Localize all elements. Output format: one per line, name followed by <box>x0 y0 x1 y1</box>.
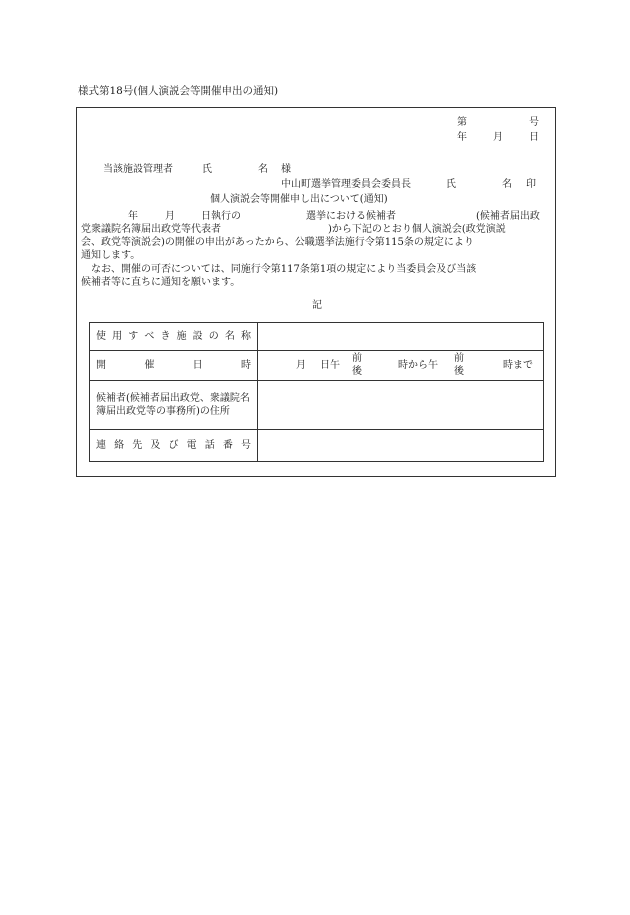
contact-label <box>90 429 258 461</box>
facility-label-char: 設 <box>192 331 203 343</box>
addressee-role: 当該施設管理者 <box>103 164 173 175</box>
body-line5: なお、開催の可否については、同施行令第117条第1項の規定により当委員会及び当該 <box>91 264 477 275</box>
datetime-month: 月 <box>296 360 306 372</box>
body-line4: 通知します。 <box>81 250 141 261</box>
sender-seal: 印 <box>526 179 536 190</box>
datetime-zengo-2 <box>454 352 464 378</box>
table-row-address <box>90 381 544 429</box>
table-row-facility <box>90 323 544 351</box>
facility-label-char: 用 <box>112 331 123 343</box>
contact-label-char: 電 <box>186 439 197 451</box>
subject-line: 個人演説会等開催申し出について(通知) <box>210 194 388 205</box>
candidate-address-label-text: 候補者(候補者届出政党、衆議院名簿届出政党等の事務所)の住所 <box>96 393 250 418</box>
number-dai: 第 <box>457 117 467 128</box>
datetime-label-char: 時 <box>240 360 251 372</box>
zen-1: 前 <box>352 353 362 365</box>
body-paren-start: (候補者届出政 <box>476 211 540 222</box>
contact-label-char: 号 <box>241 439 251 451</box>
facility-label-char: べ <box>144 331 155 343</box>
table-row-datetime <box>90 351 544 381</box>
datetime-until: 時まで <box>503 360 533 372</box>
candidate-address-label <box>90 381 258 429</box>
candidate-address-value <box>258 381 544 429</box>
datetime-label <box>90 351 258 381</box>
datetime-label-char: 日 <box>192 360 203 372</box>
table-row-contact <box>90 429 544 461</box>
ki-heading: 記 <box>312 300 322 311</box>
details-table <box>89 322 544 462</box>
sender-shi: 氏 <box>446 179 456 190</box>
facility-label-char: 施 <box>176 331 187 343</box>
facility-label-char: す <box>128 331 139 343</box>
facility-name-label <box>90 323 258 351</box>
contact-label-char: 話 <box>204 439 215 451</box>
number-go: 号 <box>529 117 539 128</box>
facility-label-char: き <box>160 331 171 343</box>
body-election: 選挙における候補者 <box>306 211 396 222</box>
contact-label-char: 及 <box>150 439 161 451</box>
datetime-zengo-1 <box>352 352 362 378</box>
facility-name-value <box>258 323 544 351</box>
body-day-execution: 日執行の <box>201 211 241 222</box>
addressee-mei: 名 <box>258 164 268 175</box>
body-line2-rest: )から下記のとおり個人演説会(政党演説 <box>328 224 506 235</box>
body-month: 月 <box>165 211 175 222</box>
datetime-from: 時から午 <box>398 360 438 372</box>
body-line3: 会、政党等演説会)の開催の申出があったから、公職選挙法施行令第115条の規定により <box>81 237 474 248</box>
datetime-label-char: 開 <box>96 360 106 372</box>
date-day: 日 <box>529 132 539 143</box>
go-1: 後 <box>352 366 362 378</box>
contact-label-char: 連 <box>96 439 106 451</box>
body-year: 年 <box>128 211 138 222</box>
datetime-label-char: 催 <box>144 360 155 372</box>
date-year: 年 <box>457 132 467 143</box>
facility-label-char: 使 <box>96 331 106 343</box>
datetime-value <box>258 351 544 381</box>
datetime-day-gozen: 日午 <box>320 360 340 372</box>
contact-label-char: 絡 <box>114 439 125 451</box>
facility-label-char: の <box>208 331 219 343</box>
contact-value <box>258 429 544 461</box>
sender-role: 中山町選挙管理委員会委員長 <box>281 179 411 190</box>
addressee-sama: 様 <box>281 164 291 175</box>
facility-label-char: 称 <box>240 331 251 343</box>
facility-label-char: 名 <box>224 331 235 343</box>
contact-label-char: 番 <box>222 439 233 451</box>
body-line2-start: 党衆議院名簿届出政党等代表者 <box>81 224 221 235</box>
contact-label-char: び <box>168 439 179 451</box>
go-2: 後 <box>454 366 464 378</box>
date-month: 月 <box>493 132 503 143</box>
addressee-shi: 氏 <box>202 164 212 175</box>
zen-2: 前 <box>454 353 464 365</box>
form-title: 様式第18号(個人演説会等開催申出の通知) <box>78 85 279 97</box>
body-line6: 候補者等に直ちに通知を願います。 <box>81 277 241 288</box>
sender-mei: 名 <box>502 179 512 190</box>
contact-label-char: 先 <box>132 439 143 451</box>
